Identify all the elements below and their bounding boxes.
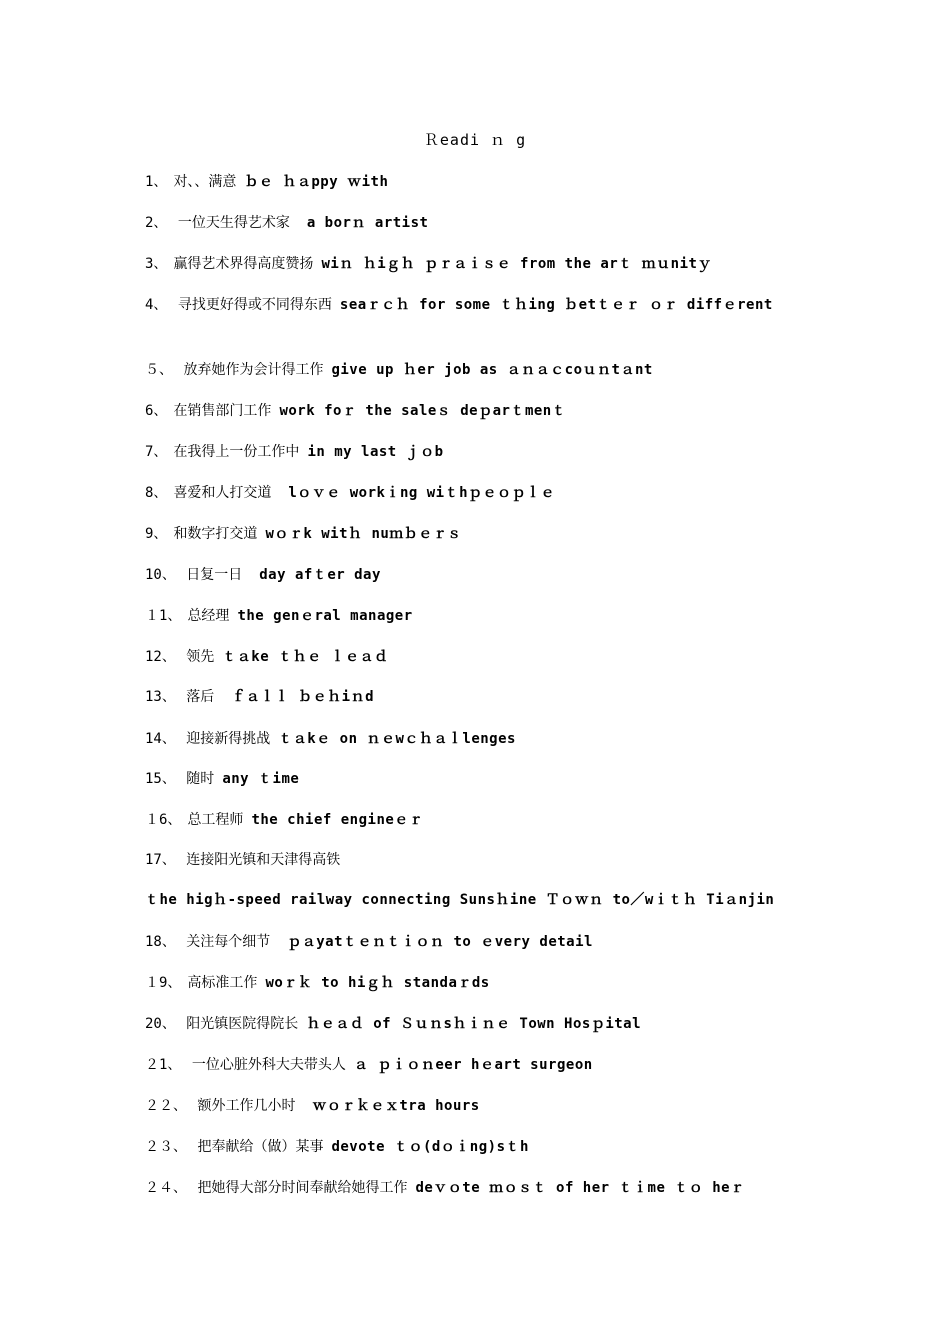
entry-english: in my last ｊｏb — [307, 444, 444, 460]
vocab-entry — [145, 727, 810, 751]
entry-chinese: 把她得大部分时间奉献给她得工作 — [193, 1180, 408, 1196]
entry-number: ２３、 — [145, 1139, 187, 1155]
entry-chinese: 迎接新得挑战 — [181, 731, 271, 747]
entry-chinese: 对、、满意 — [173, 174, 237, 190]
vocab-entry — [145, 211, 810, 235]
entry-english: day afｔer day — [250, 567, 381, 583]
entry-number: １6、 — [145, 812, 182, 828]
entry-chinese: 连接阳光镇和天津得高铁 — [181, 852, 341, 868]
vocab-entry — [145, 971, 810, 995]
vocab-entry — [145, 930, 810, 954]
entry-chinese: 在我得上一份工作中 — [173, 444, 300, 460]
entry-chinese: 喜爱和人打交道 — [173, 485, 272, 501]
entry-english: ｐａyatｔｅｎｔｉｏｎ to ｅvery detail — [278, 934, 593, 950]
vocab-entry — [145, 522, 810, 546]
entry-chinese: 高标准工作 — [187, 975, 258, 991]
entry-number: 20、 — [145, 1016, 176, 1032]
vocab-entry — [145, 1135, 810, 1159]
entry-number: 4、 — [145, 297, 168, 313]
entry-number: 18、 — [145, 934, 176, 950]
vocab-entry — [145, 399, 810, 423]
entry-english: devote ｔｏ(dｏｉng)sｔh — [331, 1139, 529, 1155]
entry-number: 13、 — [145, 689, 176, 705]
page-title: Ｒeadi ｎ g — [423, 131, 527, 149]
entry-english: ｗｏｒｋｅｘtra hours — [303, 1098, 480, 1114]
vocab-entry — [145, 848, 810, 872]
entry-chinese: 日复一日 — [181, 567, 243, 583]
entry-english: give up ｈer job as ａｎａｃcoｕｎtａnt — [331, 362, 653, 378]
entry-number: 7、 — [145, 444, 168, 460]
vocab-entry — [145, 170, 810, 194]
entry-number: 2、 — [145, 215, 168, 231]
entry-number: 15、 — [145, 771, 176, 787]
vocab-entry — [145, 252, 810, 276]
entry-english: ｔａkｅ on ｎｅwｃｈａｌlenges — [278, 731, 516, 747]
entry-number: 17、 — [145, 852, 176, 868]
entry-english: lｏｖｅ workｉng wiｔhｐｅｏｐｌｅ — [279, 485, 556, 501]
vocab-entry — [145, 1012, 810, 1036]
entry-number: 1、 — [145, 174, 168, 190]
vocab-entry — [145, 645, 810, 669]
vocab-entry — [145, 1053, 810, 1077]
entry-chinese: 总经理 — [187, 608, 230, 624]
entry-number: １9、 — [145, 975, 182, 991]
entry-number: ５、 — [145, 362, 173, 378]
entry-english: the genｅral manager — [237, 608, 413, 624]
entry-chinese: 随时 — [181, 771, 215, 787]
entry-english: ｔａke ｔｈｅ ｌｅａｄ — [222, 649, 389, 665]
entry-chinese: 放弃她作为会计得工作 — [179, 362, 324, 378]
entry-number: 14、 — [145, 731, 176, 747]
vocab-entry — [145, 685, 810, 709]
vocab-entry — [145, 440, 810, 464]
entry-english: a borｎ artist — [297, 215, 429, 231]
entry-number: 6、 — [145, 403, 168, 419]
entry-number: 10、 — [145, 567, 176, 583]
entry-english: any ｔime — [222, 771, 300, 787]
entry-english: seaｒｃｈ for some ｔｈing ｂetｔｅｒ ｏｒ diffｅrent — [339, 297, 773, 313]
vocab-entry — [145, 1176, 810, 1200]
entry-english: ｈｅａｄ of Ｓｕｎsｈｉｎｅ Town Hosｐital — [306, 1016, 642, 1032]
entry-english: the chief engineｅｒ — [251, 812, 424, 828]
vocab-entry — [145, 563, 810, 587]
entry-english: ａ ｐｉｏｎeer hｅart surgeon — [353, 1057, 593, 1073]
entry-number: １1、 — [145, 608, 182, 624]
vocab-entry — [145, 808, 810, 832]
vocab-entry — [145, 604, 810, 628]
entry-chinese: 在销售部门工作 — [173, 403, 272, 419]
entry-chinese: 关注每个细节 — [181, 934, 271, 950]
vocab-entry — [145, 1094, 810, 1118]
entry-17-english: ｔhe higｈ-speed railway connecting Sunsｈine Ｔｏｗｎ to／wｉｔｈ Tiａnjin — [145, 892, 775, 908]
entry-chinese: 一位天生得艺术家 — [173, 215, 290, 231]
entry-number: 8、 — [145, 485, 168, 501]
entry-chinese: 把奉献给（做）某事 — [193, 1139, 324, 1155]
entry-chinese: 寻找更好得或不同得东西 — [173, 297, 332, 313]
entry-chinese: 额外工作几小时 — [193, 1098, 296, 1114]
entry-english: woｒｋ to hiｇｈ standaｒds — [265, 975, 490, 991]
entry-chinese: 总工程师 — [187, 812, 244, 828]
vocab-entry — [145, 293, 810, 317]
entry-number: ２２、 — [145, 1098, 187, 1114]
vocab-entry — [145, 481, 810, 505]
entry-chinese: 和数字打交道 — [173, 526, 258, 542]
entry-number: ２1、 — [145, 1057, 182, 1073]
entry-english: wｏｒk witｈ nuｍｂｅｒｓ — [265, 526, 462, 542]
entry-chinese: 阳光镇医院得院长 — [181, 1016, 299, 1032]
entry-english: wiｎ ｈiｇｈ ｐｒａｉｓｅ from the arｔ ｍｕnitｙ — [321, 256, 712, 272]
entry-number: 12、 — [145, 649, 176, 665]
entry-english: work foｒ the saleｓ deｐarｔmenｔ — [279, 403, 567, 419]
entry-chinese: 落后 — [181, 689, 215, 705]
entry-english: ｂｅ ｈａppy ｗith — [244, 174, 389, 190]
entry-number: 9、 — [145, 526, 168, 542]
entry-number: ２４、 — [145, 1180, 187, 1196]
entry-number: 3、 — [145, 256, 168, 272]
entry-chinese: 一位心脏外科大夫带头人 — [187, 1057, 346, 1073]
entry-chinese: 赢得艺术界得高度赞扬 — [173, 256, 314, 272]
entry-chinese: 领先 — [181, 649, 215, 665]
entry-english: ｆａｌｌ ｂｅｈiｎd — [222, 689, 375, 705]
entry-english: deｖｏte ｍｏｓｔ of her ｔｉme ｔｏ heｒ — [415, 1180, 745, 1196]
vocab-entry — [145, 358, 810, 382]
vocab-entry — [145, 767, 810, 791]
